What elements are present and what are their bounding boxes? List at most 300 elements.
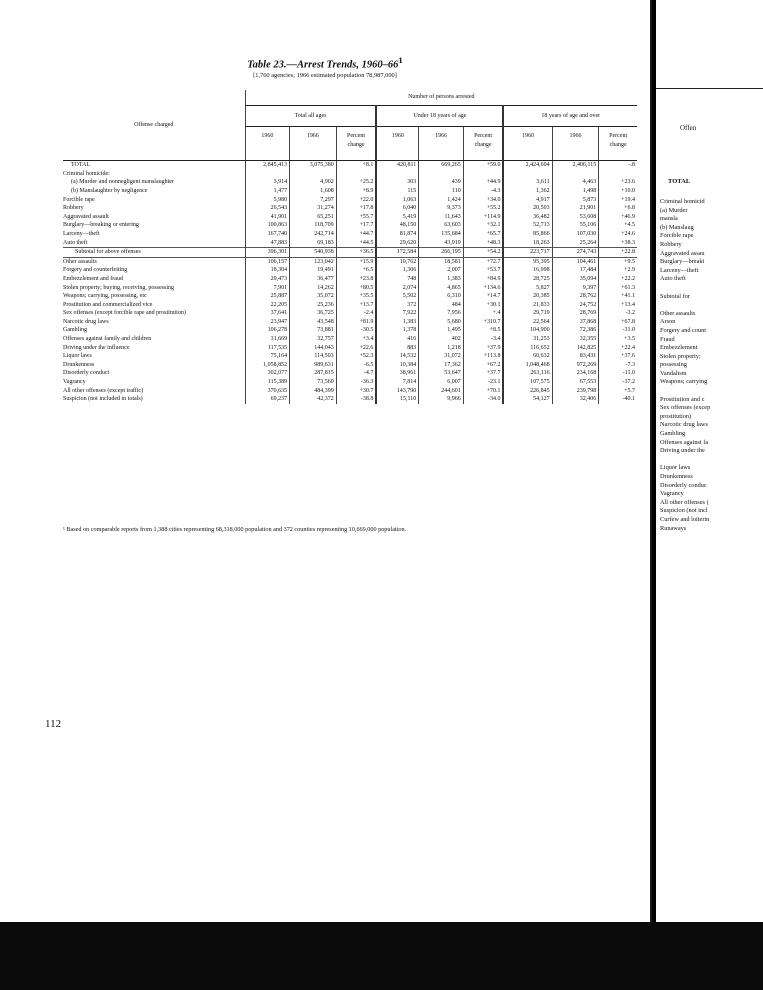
row-cell: 16,998 [503,266,552,275]
row-cell: +6.5 [336,266,376,275]
row-cell: +37.7 [463,369,503,378]
row-cell: -40.1 [599,395,637,404]
row-cell: 20,503 [503,204,552,213]
row-cell: 28,725 [503,275,552,284]
row-cell: 3,075,380 [290,161,337,170]
row-cell: +8.1 [336,161,376,170]
offense-header: Offense charged [63,90,245,161]
row-cell: +14.7 [463,292,503,301]
col-1960: 1960 [376,127,418,161]
row-cell: 402 [419,335,463,344]
row-cell [599,170,637,179]
row-cell: 118,709 [290,221,337,230]
table-row [63,239,637,248]
page-number: 112 [45,718,62,730]
row-label: Aggravated assault [63,213,109,220]
row-cell: 31,253 [503,335,552,344]
row-cell: 115 [376,187,418,196]
table-row [63,196,637,205]
row-cell: 22,205 [245,301,289,310]
row-cell: 107,575 [503,378,552,387]
next-page-line: Sex offenses (excep [660,404,711,412]
row-cell: 85,866 [503,230,552,239]
row-cell: 115,389 [245,378,289,387]
row-cell: 669,265 [419,161,463,170]
next-page-line [656,301,763,310]
row-label: Liquor laws [63,353,92,360]
row-cell: +36.5 [336,248,376,258]
row-cell: -3.4 [463,335,503,344]
row-cell: +38.3 [599,239,637,248]
row-cell: +70.1 [463,387,503,396]
row-cell: +54.2 [463,248,503,258]
arrest-trends-table [63,90,637,404]
row-cell: 10,762 [376,257,418,266]
row-cell: 1,058,852 [245,361,289,370]
row-label: Narcotic drug laws [63,318,109,325]
row-cell: -11.0 [599,369,637,378]
row-cell: 110 [419,187,463,196]
row-cell: -31.0 [599,326,637,335]
row-cell: +17.7 [336,221,376,230]
row-cell: +.4 [463,309,503,318]
row-cell: +41.1 [599,292,637,301]
row-cell: 540,938 [290,248,337,258]
row-cell: 1,495 [419,326,463,335]
row-cell: 29,620 [376,239,418,248]
next-page-total: TOTAL [668,178,691,185]
row-cell: -3.2 [599,309,637,318]
next-page-lines [656,198,763,533]
row-cell: 22,564 [503,318,552,327]
row-cell: +2.9 [599,266,637,275]
col-1960: 1960 [503,127,552,161]
row-cell: 883 [376,344,418,353]
row-cell: 24,752 [552,301,599,310]
row-cell: 143,790 [376,387,418,396]
row-cell: +8.9 [336,187,376,196]
row-cell: 25,887 [245,292,289,301]
row-cell: 989,631 [290,361,337,370]
row-cell: 274,743 [552,248,599,258]
row-cell: 7,814 [376,378,418,387]
row-cell: 32,757 [290,335,337,344]
table-row [63,178,637,187]
row-label: Gambling [63,327,87,334]
row-label: Burglary—breaking or entering [63,222,139,229]
row-cell: 439 [419,178,463,187]
row-cell: 1,378 [376,326,418,335]
row-label: Other assaults [63,258,97,265]
row-cell: +80.5 [336,284,376,293]
row-cell [552,170,599,179]
row-cell: +55.7 [336,213,376,222]
row-cell: 25,264 [552,239,599,248]
row-cell: 11,643 [419,213,463,222]
row-cell: 1,477 [245,187,289,196]
row-cell: 21,833 [503,301,552,310]
next-page-line: mansla [660,215,678,223]
table-row [63,187,637,196]
row-cell: 2,406,115 [552,161,599,170]
group-under18-header: Under 18 years of age [376,105,503,127]
row-cell: 36,725 [290,309,337,318]
row-cell: +30.7 [336,387,376,396]
next-page-line: All other offenses ( [660,498,709,506]
next-page-line: Subtotal for [660,292,690,300]
table-row [63,369,637,378]
table-body [63,161,637,404]
next-page-line: Vagrancy [660,490,684,498]
row-cell: +114.9 [463,213,503,222]
row-cell: 4,865 [419,284,463,293]
row-cell: +44.5 [336,239,376,248]
row-cell: +67.8 [599,318,637,327]
row-cell: 73,560 [290,378,337,387]
row-cell: 54,127 [503,395,552,404]
row-cell [245,170,289,179]
next-page-line: Arson [660,318,676,326]
row-cell: +30.1 [463,301,503,310]
next-page-line [656,284,763,293]
row-cell [336,170,376,179]
row-cell: 372 [376,301,418,310]
row-cell: 2,074 [376,284,418,293]
row-cell: 142,825 [552,344,599,353]
row-cell: 1,362 [503,187,552,196]
table-row [63,318,637,327]
row-cell: 31,669 [245,335,289,344]
row-cell: 117,535 [245,344,289,353]
row-cell: 17,362 [419,361,463,370]
row-cell: 69,183 [290,239,337,248]
row-cell: 416 [376,335,418,344]
row-cell: +24.6 [599,230,637,239]
row-cell: 484,399 [290,387,337,396]
row-cell: 420,811 [376,161,418,170]
row-cell: +22.0 [336,196,376,205]
row-cell: 29,719 [503,309,552,318]
row-cell: 95,395 [503,257,552,266]
col-pct: Percent change [463,127,503,161]
next-page-line: Vandalism [660,369,687,377]
row-cell: 23,947 [245,318,289,327]
table-row [63,309,637,318]
row-label: Weapons; carrying, possessing, etc [63,293,147,300]
row-cell: +44.9 [463,178,503,187]
table-row [63,230,637,239]
row-cell [503,170,552,179]
row-label: Drunkenness [63,361,95,368]
number-header: Number of persons arrested [245,90,637,105]
row-cell: 123,042 [290,257,337,266]
row-cell: 1,218 [419,344,463,353]
row-cell [376,170,418,179]
row-cell: 35,094 [552,275,599,284]
row-cell: 26,543 [245,204,289,213]
row-cell: 14,532 [376,352,418,361]
row-cell: +53.7 [463,266,503,275]
next-page-line: Weapons; carrying [660,378,708,386]
row-label: All other offenses (except traffic) [63,387,144,394]
row-cell: +134.6 [463,284,503,293]
row-label: Prostitution and commercialized vice [63,301,153,308]
row-cell: 14,262 [290,284,337,293]
row-cell: 7,922 [376,309,418,318]
row-cell: 972,269 [552,361,599,370]
row-cell: 107,030 [552,230,599,239]
row-cell: +25.2 [336,178,376,187]
col-pct: Percent change [336,127,376,161]
next-page-line: Suspicion (not incl [660,507,708,515]
row-cell: 81,874 [376,230,418,239]
row-cell: 6,007 [419,378,463,387]
row-cell: 72,386 [552,326,599,335]
row-cell: 21,901 [552,204,599,213]
next-page-line: Fraud [660,335,675,343]
row-cell: 32,406 [552,395,599,404]
table-row [63,257,637,266]
row-cell: 4,917 [503,196,552,205]
next-page-heading: Offen [680,124,697,132]
row-cell: 4,463 [552,178,599,187]
row-cell: -.8 [599,161,637,170]
row-cell: +9.5 [599,257,637,266]
next-page-rule [656,88,763,89]
row-cell: +19.4 [599,196,637,205]
next-page-line: Forgery and count [660,326,707,334]
row-label: (b) Manslaughter by negligence [71,187,148,194]
row-label: Embezzlement and fraud [63,275,123,282]
row-cell: -34.0 [463,395,503,404]
row-cell: 223,717 [503,248,552,258]
next-page-line: Criminal homicid [660,198,705,205]
row-cell: 396,301 [245,248,289,258]
row-cell: 15,110 [376,395,418,404]
row-cell: 43,548 [290,318,337,327]
row-label: Subtotal for above offenses [63,248,245,258]
row-cell: 1,608 [290,187,337,196]
row-cell: 31,072 [419,352,463,361]
next-page-line: (b) Manslaug [660,223,694,231]
table-row [63,221,637,230]
row-cell: 36,477 [290,275,337,284]
row-cell: 234,168 [552,369,599,378]
row-cell: 1,306 [376,266,418,275]
row-cell: 172,584 [376,248,418,258]
row-cell: 3,914 [245,178,289,187]
next-page-line: Disorderly conduc [660,481,707,489]
table-row [63,326,637,335]
row-cell: 1,063 [376,196,418,205]
row-cell: +23.8 [336,275,376,284]
row-cell: 2,424,604 [503,161,552,170]
row-label: Offenses against family and children [63,336,152,343]
row-cell: 10,384 [376,361,418,370]
row-cell: 5,827 [503,284,552,293]
row-cell: +44.7 [336,230,376,239]
row-cell: 167,740 [245,230,289,239]
row-cell: 75,164 [245,352,289,361]
row-cell: 106,157 [245,257,289,266]
row-cell: 53,608 [552,213,599,222]
row-label: Disorderly conduct [63,370,110,377]
row-cell: 18,581 [419,257,463,266]
row-cell: 17,484 [552,266,599,275]
row-cell: +310.7 [463,318,503,327]
table-row [63,292,637,301]
next-page-line: Narcotic drug laws [660,421,708,429]
row-cell: 748 [376,275,418,284]
row-cell: +3.4 [336,335,376,344]
row-cell: 226,845 [503,387,552,396]
row-cell: 41,901 [245,213,289,222]
row-cell: +48.3 [463,239,503,248]
row-cell: +5.7 [599,387,637,396]
table-row [63,301,637,310]
next-page-line: Prostitution and c [660,395,705,403]
row-cell: +34.0 [463,196,503,205]
row-label: Stolen property; buying, receiving, possessing [63,284,174,291]
row-cell: 35,072 [290,292,337,301]
table-row [63,266,637,275]
row-cell: 1,424 [419,196,463,205]
row-cell: +23.6 [599,178,637,187]
row-label: Driving under the influence [63,344,130,351]
row-cell: +10.0 [599,187,637,196]
table-row [63,352,637,361]
row-cell: 1,498 [552,187,599,196]
row-cell: 52,713 [503,221,552,230]
next-page-line: possessing [660,361,687,369]
row-cell: +52.3 [336,352,376,361]
row-cell: 9,397 [552,284,599,293]
row-cell: 242,714 [290,230,337,239]
table-row [63,378,637,387]
table-subtitle: [1,760 agencies; 1966 estimated population 78,987,000] [253,72,397,79]
row-cell: +8.5 [463,326,503,335]
row-cell: 29,473 [245,275,289,284]
row-cell: 60,632 [503,352,552,361]
row-label: Vagrancy [63,379,86,386]
next-page-line: Stolen property; [660,352,701,360]
row-cell: 3,611 [503,178,552,187]
row-cell: -38.8 [336,395,376,404]
row-cell: 1,383 [376,318,418,327]
row-cell: 114,503 [290,352,337,361]
row-cell [290,170,337,179]
row-cell: +67.2 [463,361,503,370]
next-page-line: Runaways [660,524,687,532]
row-cell: 4,902 [290,178,337,187]
table-row [63,361,637,370]
row-cell: -23.1 [463,378,503,387]
row-cell: +65.7 [463,230,503,239]
row-cell: +72.7 [463,257,503,266]
row-cell: 5,502 [376,292,418,301]
table-row [63,344,637,353]
table-row [63,395,637,404]
next-page-line: Driving under the [660,447,705,455]
row-cell: +22.6 [336,344,376,353]
next-page-line: (a) Murder [660,206,688,214]
table-row [63,275,637,284]
row-cell: 287,815 [290,369,337,378]
row-cell: 7,956 [419,309,463,318]
table-row [63,161,637,170]
row-cell: 55,106 [552,221,599,230]
row-cell: +37.6 [599,352,637,361]
row-cell: +84.9 [463,275,503,284]
group-total-header: Total all ages [245,105,376,127]
row-cell: +55.2 [463,204,503,213]
row-cell: 370,635 [245,387,289,396]
row-cell: 43,919 [419,239,463,248]
row-cell: -6.5 [336,361,376,370]
row-cell: 38,961 [376,369,418,378]
row-label: Suspicion (not included in totals) [63,396,143,403]
next-page-line: Larceny—theft [660,266,699,274]
next-page-line: Curfew and loiterin [660,515,710,523]
next-page-line: Aggravated assau [660,249,705,257]
row-label: Robbery [63,205,84,212]
table-row [63,204,637,213]
row-cell: 2,007 [419,266,463,275]
row-cell: 19,491 [290,266,337,275]
next-page-line: Burglary—breaki [660,258,705,266]
row-cell: 18,263 [503,239,552,248]
row-cell: 5,873 [552,196,599,205]
next-page-line: Other assaults [660,309,696,317]
footnote: ¹ Based on comparable reports from 1,388 cities representing 68,318,000 population and 372 counties representing 10,669,000 population. [63,526,407,533]
row-cell: 5,680 [419,318,463,327]
row-cell: 1,383 [419,275,463,284]
row-cell: 144,043 [290,344,337,353]
row-cell: +4.5 [599,221,637,230]
row-cell: 67,553 [552,378,599,387]
next-page-line: Embezzlement [660,344,698,352]
row-cell: 31,274 [290,204,337,213]
row-cell: 2,845,413 [245,161,289,170]
row-cell: 116,652 [503,344,552,353]
row-cell: 7,901 [245,284,289,293]
row-cell: 69,237 [245,395,289,404]
row-cell: +46.9 [599,213,637,222]
row-cell: 6,310 [419,292,463,301]
row-cell [419,170,463,179]
row-cell: 47,883 [245,239,289,248]
row-cell: +17.8 [336,204,376,213]
table-row [63,387,637,396]
col-1960: 1960 [245,127,289,161]
row-cell: +3.5 [599,335,637,344]
row-cell: 263,116 [503,369,552,378]
row-cell: 42,372 [290,395,337,404]
row-cell: 18,304 [245,266,289,275]
row-cell: 48,150 [376,221,418,230]
group-over18-header: 18 years of age and over [503,105,637,127]
row-label: Sex offenses (except forcible rape and prostitution) [63,310,186,317]
row-cell: +113.8 [463,352,503,361]
row-cell: 83,431 [552,352,599,361]
row-cell: 135,684 [419,230,463,239]
row-cell: +35.5 [336,292,376,301]
table-row [63,284,637,293]
row-label: (a) Murder and nonnegligent manslaughter [71,179,174,186]
col-1966: 1966 [419,127,463,161]
row-cell: 104,900 [503,326,552,335]
next-page-line [656,456,763,465]
